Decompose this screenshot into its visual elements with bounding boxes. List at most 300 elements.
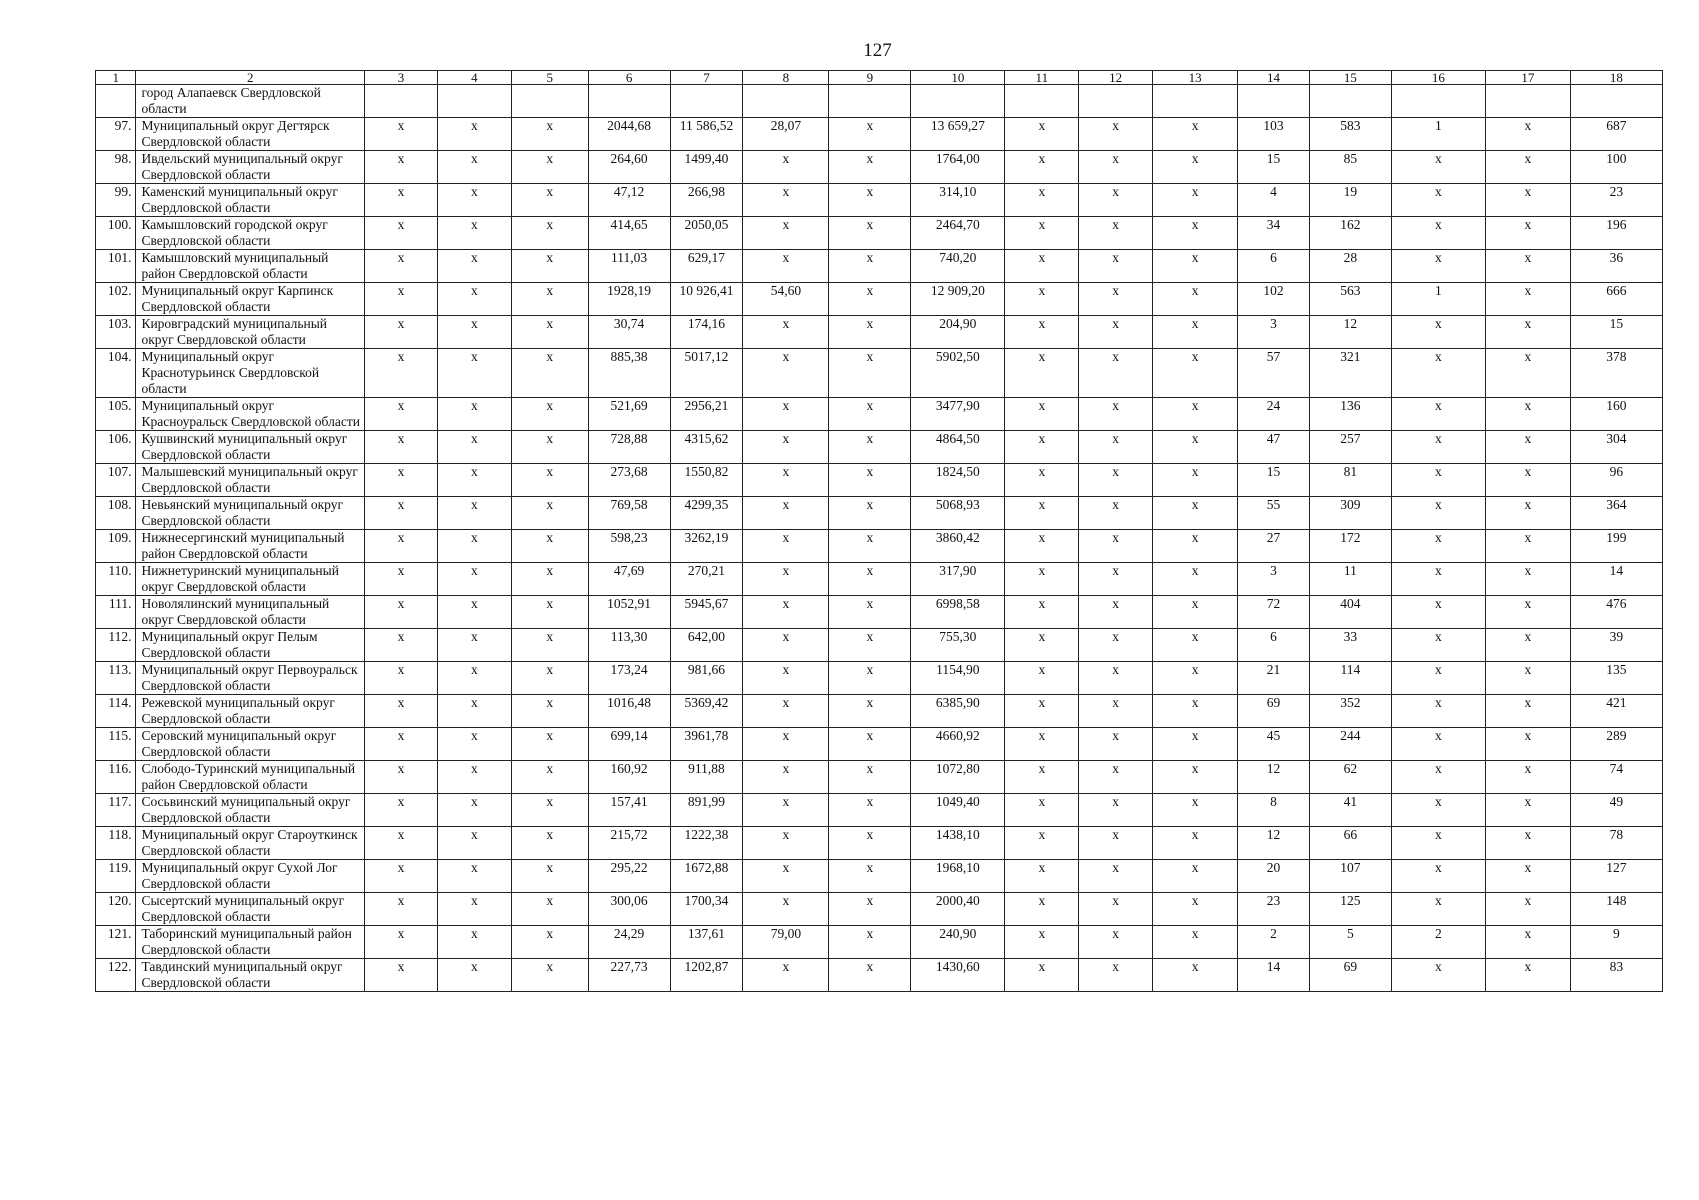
value-cell: х bbox=[1079, 118, 1153, 151]
value-cell: х bbox=[1485, 184, 1570, 217]
row-number-cell: 112. bbox=[96, 629, 136, 662]
value-cell: х bbox=[1079, 959, 1153, 992]
value-cell: х bbox=[511, 596, 588, 629]
table-row bbox=[96, 563, 1663, 596]
value-cell: 740,20 bbox=[911, 250, 1005, 283]
value-cell: х bbox=[437, 431, 511, 464]
value-cell: х bbox=[437, 497, 511, 530]
value-cell: 5945,67 bbox=[670, 596, 743, 629]
value-cell: х bbox=[829, 728, 911, 761]
value-cell: х bbox=[743, 431, 829, 464]
row-number-cell: 119. bbox=[96, 860, 136, 893]
table-row bbox=[96, 794, 1663, 827]
value-cell: х bbox=[1153, 431, 1238, 464]
value-cell: х bbox=[1005, 893, 1079, 926]
column-header: 12 bbox=[1079, 71, 1153, 85]
value-cell: 364 bbox=[1570, 497, 1662, 530]
value-cell: 102 bbox=[1238, 283, 1310, 316]
value-cell: х bbox=[1485, 250, 1570, 283]
value-cell: х bbox=[1485, 563, 1570, 596]
value-cell: х bbox=[829, 530, 911, 563]
value-cell bbox=[670, 85, 743, 118]
value-cell: х bbox=[1485, 662, 1570, 695]
value-cell: х bbox=[1153, 283, 1238, 316]
value-cell: х bbox=[1079, 629, 1153, 662]
column-header: 5 bbox=[511, 71, 588, 85]
value-cell: 273,68 bbox=[588, 464, 670, 497]
value-cell: х bbox=[437, 596, 511, 629]
column-header: 18 bbox=[1570, 71, 1662, 85]
value-cell: х bbox=[1485, 596, 1570, 629]
value-cell: х bbox=[365, 695, 438, 728]
value-cell bbox=[1570, 85, 1662, 118]
municipality-name-cell: Кировградский муниципальный округ Свердловской области bbox=[136, 316, 365, 349]
row-number-cell: 122. bbox=[96, 959, 136, 992]
value-cell bbox=[1005, 85, 1079, 118]
value-cell: х bbox=[1485, 695, 1570, 728]
table-row bbox=[96, 283, 1663, 316]
value-cell: 57 bbox=[1238, 349, 1310, 398]
municipality-name-cell: Ивдельский муниципальный округ Свердловской области bbox=[136, 151, 365, 184]
value-cell: х bbox=[1005, 827, 1079, 860]
value-cell: х bbox=[1079, 860, 1153, 893]
value-cell: 1049,40 bbox=[911, 794, 1005, 827]
table-row bbox=[96, 184, 1663, 217]
value-cell: х bbox=[1079, 250, 1153, 283]
value-cell: х bbox=[1153, 464, 1238, 497]
value-cell: х bbox=[1079, 563, 1153, 596]
value-cell: 1 bbox=[1391, 283, 1485, 316]
value-cell: х bbox=[511, 497, 588, 530]
value-cell: х bbox=[829, 118, 911, 151]
value-cell: х bbox=[1005, 398, 1079, 431]
value-cell: х bbox=[437, 629, 511, 662]
table-row bbox=[96, 250, 1663, 283]
value-cell: 23 bbox=[1238, 893, 1310, 926]
value-cell: х bbox=[1485, 860, 1570, 893]
value-cell: х bbox=[1391, 728, 1485, 761]
row-number-cell: 106. bbox=[96, 431, 136, 464]
value-cell: 583 bbox=[1309, 118, 1391, 151]
table-body bbox=[96, 85, 1663, 992]
value-cell: 62 bbox=[1309, 761, 1391, 794]
value-cell: х bbox=[365, 250, 438, 283]
value-cell: 2050,05 bbox=[670, 217, 743, 250]
value-cell: 157,41 bbox=[588, 794, 670, 827]
value-cell: х bbox=[1005, 431, 1079, 464]
value-cell: 1430,60 bbox=[911, 959, 1005, 992]
municipality-name-cell: Невьянский муниципальный округ Свердловской области bbox=[136, 497, 365, 530]
value-cell: х bbox=[511, 250, 588, 283]
value-cell: 378 bbox=[1570, 349, 1662, 398]
value-cell: 6 bbox=[1238, 629, 1310, 662]
value-cell: х bbox=[743, 563, 829, 596]
value-cell: 111,03 bbox=[588, 250, 670, 283]
value-cell bbox=[1238, 85, 1310, 118]
value-cell: х bbox=[1153, 151, 1238, 184]
municipality-name-cell: Нижнетуринский муниципальный округ Свердловской области bbox=[136, 563, 365, 596]
value-cell: х bbox=[829, 596, 911, 629]
value-cell: 1499,40 bbox=[670, 151, 743, 184]
value-cell: х bbox=[743, 464, 829, 497]
value-cell: х bbox=[829, 926, 911, 959]
value-cell: 41 bbox=[1309, 794, 1391, 827]
value-cell: 174,16 bbox=[670, 316, 743, 349]
value-cell: х bbox=[1391, 893, 1485, 926]
value-cell: х bbox=[1485, 349, 1570, 398]
value-cell: 891,99 bbox=[670, 794, 743, 827]
table-row bbox=[96, 926, 1663, 959]
value-cell: х bbox=[1485, 217, 1570, 250]
value-cell: 321 bbox=[1309, 349, 1391, 398]
row-number-cell: 105. bbox=[96, 398, 136, 431]
value-cell: 414,65 bbox=[588, 217, 670, 250]
value-cell: 317,90 bbox=[911, 563, 1005, 596]
value-cell: х bbox=[437, 926, 511, 959]
column-header: 7 bbox=[670, 71, 743, 85]
value-cell: х bbox=[1153, 530, 1238, 563]
row-number-cell: 109. bbox=[96, 530, 136, 563]
value-cell: 12 909,20 bbox=[911, 283, 1005, 316]
value-cell bbox=[437, 85, 511, 118]
value-cell: х bbox=[743, 217, 829, 250]
value-cell: 5369,42 bbox=[670, 695, 743, 728]
value-cell: 215,72 bbox=[588, 827, 670, 860]
value-cell: 563 bbox=[1309, 283, 1391, 316]
value-cell: х bbox=[1391, 250, 1485, 283]
value-cell: 2956,21 bbox=[670, 398, 743, 431]
value-cell: х bbox=[511, 184, 588, 217]
value-cell: х bbox=[829, 794, 911, 827]
value-cell: х bbox=[743, 695, 829, 728]
value-cell: х bbox=[511, 217, 588, 250]
value-cell: х bbox=[1153, 349, 1238, 398]
value-cell: х bbox=[511, 662, 588, 695]
value-cell: х bbox=[829, 695, 911, 728]
value-cell: х bbox=[1485, 151, 1570, 184]
value-cell: х bbox=[1079, 926, 1153, 959]
value-cell: х bbox=[511, 728, 588, 761]
value-cell: 45 bbox=[1238, 728, 1310, 761]
value-cell: х bbox=[829, 217, 911, 250]
column-header: 8 bbox=[743, 71, 829, 85]
row-number-cell: 114. bbox=[96, 695, 136, 728]
value-cell: х bbox=[743, 860, 829, 893]
value-cell: х bbox=[1391, 464, 1485, 497]
value-cell: х bbox=[1153, 728, 1238, 761]
value-cell: 1672,88 bbox=[670, 860, 743, 893]
value-cell: 5 bbox=[1309, 926, 1391, 959]
value-cell: х bbox=[1391, 349, 1485, 398]
value-cell: 5068,93 bbox=[911, 497, 1005, 530]
value-cell: х bbox=[829, 563, 911, 596]
value-cell: х bbox=[365, 893, 438, 926]
value-cell: 39 bbox=[1570, 629, 1662, 662]
value-cell: х bbox=[829, 827, 911, 860]
value-cell: х bbox=[829, 662, 911, 695]
value-cell: х bbox=[1391, 563, 1485, 596]
value-cell: х bbox=[437, 827, 511, 860]
value-cell: х bbox=[437, 860, 511, 893]
value-cell: х bbox=[1005, 250, 1079, 283]
row-number-cell: 111. bbox=[96, 596, 136, 629]
value-cell: 160,92 bbox=[588, 761, 670, 794]
value-cell: 127 bbox=[1570, 860, 1662, 893]
value-cell: 12 bbox=[1309, 316, 1391, 349]
value-cell: х bbox=[1485, 827, 1570, 860]
value-cell: х bbox=[1079, 217, 1153, 250]
value-cell: х bbox=[1005, 629, 1079, 662]
value-cell: х bbox=[511, 431, 588, 464]
value-cell: х bbox=[1005, 530, 1079, 563]
value-cell: х bbox=[511, 464, 588, 497]
value-cell: 11 bbox=[1309, 563, 1391, 596]
table-row bbox=[96, 349, 1663, 398]
value-cell: х bbox=[365, 629, 438, 662]
row-number-cell: 115. bbox=[96, 728, 136, 761]
value-cell: 8 bbox=[1238, 794, 1310, 827]
value-cell: х bbox=[437, 695, 511, 728]
value-cell: х bbox=[1153, 217, 1238, 250]
value-cell: х bbox=[1391, 794, 1485, 827]
value-cell: 3961,78 bbox=[670, 728, 743, 761]
value-cell: х bbox=[1153, 316, 1238, 349]
value-cell: 666 bbox=[1570, 283, 1662, 316]
value-cell: х bbox=[829, 893, 911, 926]
value-cell: 728,88 bbox=[588, 431, 670, 464]
table-row bbox=[96, 959, 1663, 992]
value-cell: 266,98 bbox=[670, 184, 743, 217]
value-cell: х bbox=[511, 926, 588, 959]
value-cell: х bbox=[511, 695, 588, 728]
value-cell bbox=[588, 85, 670, 118]
value-cell: х bbox=[1005, 464, 1079, 497]
value-cell: 6998,58 bbox=[911, 596, 1005, 629]
value-cell: х bbox=[1079, 398, 1153, 431]
row-number-cell: 107. bbox=[96, 464, 136, 497]
value-cell: х bbox=[1079, 695, 1153, 728]
value-cell: 352 bbox=[1309, 695, 1391, 728]
value-cell: 309 bbox=[1309, 497, 1391, 530]
value-cell: 3860,42 bbox=[911, 530, 1005, 563]
value-cell: х bbox=[1391, 398, 1485, 431]
municipality-name-cell: Нижнесергинский муниципальный район Свердловской области bbox=[136, 530, 365, 563]
value-cell: х bbox=[829, 761, 911, 794]
value-cell: 3 bbox=[1238, 563, 1310, 596]
value-cell: х bbox=[1079, 151, 1153, 184]
value-cell: х bbox=[1153, 497, 1238, 530]
page-number: 127 bbox=[863, 40, 892, 61]
value-cell: 23 bbox=[1570, 184, 1662, 217]
value-cell: 300,06 bbox=[588, 893, 670, 926]
value-cell: х bbox=[365, 860, 438, 893]
value-cell bbox=[1391, 85, 1485, 118]
value-cell: х bbox=[365, 662, 438, 695]
value-cell: х bbox=[511, 283, 588, 316]
value-cell: 30,74 bbox=[588, 316, 670, 349]
municipality-name-cell: Кушвинский муниципальный округ Свердловской области bbox=[136, 431, 365, 464]
value-cell: 36 bbox=[1570, 250, 1662, 283]
value-cell: х bbox=[1391, 860, 1485, 893]
value-cell: х bbox=[829, 497, 911, 530]
value-cell: х bbox=[1153, 563, 1238, 596]
value-cell bbox=[1309, 85, 1391, 118]
row-number-cell: 120. bbox=[96, 893, 136, 926]
value-cell: 404 bbox=[1309, 596, 1391, 629]
value-cell: 521,69 bbox=[588, 398, 670, 431]
value-cell: х bbox=[511, 959, 588, 992]
value-cell: х bbox=[1485, 497, 1570, 530]
municipality-name-cell: Сысертский муниципальный округ Свердловской области bbox=[136, 893, 365, 926]
value-cell: х bbox=[437, 761, 511, 794]
table-row bbox=[96, 695, 1663, 728]
table-row bbox=[96, 860, 1663, 893]
value-cell: х bbox=[437, 398, 511, 431]
value-cell: х bbox=[1391, 151, 1485, 184]
row-number-cell: 104. bbox=[96, 349, 136, 398]
value-cell: х bbox=[511, 151, 588, 184]
value-cell: х bbox=[1391, 184, 1485, 217]
value-cell: 96 bbox=[1570, 464, 1662, 497]
value-cell: х bbox=[437, 349, 511, 398]
value-cell: х bbox=[1153, 695, 1238, 728]
value-cell: х bbox=[1485, 926, 1570, 959]
value-cell: 1764,00 bbox=[911, 151, 1005, 184]
value-cell: 314,10 bbox=[911, 184, 1005, 217]
column-header: 2 bbox=[136, 71, 365, 85]
row-number-cell: 97. bbox=[96, 118, 136, 151]
value-cell: 1016,48 bbox=[588, 695, 670, 728]
value-cell: 1222,38 bbox=[670, 827, 743, 860]
column-header: 9 bbox=[829, 71, 911, 85]
value-cell: 148 bbox=[1570, 893, 1662, 926]
value-cell: х bbox=[365, 217, 438, 250]
value-cell: х bbox=[1485, 893, 1570, 926]
value-cell: х bbox=[365, 349, 438, 398]
value-cell: х bbox=[365, 827, 438, 860]
value-cell: 4315,62 bbox=[670, 431, 743, 464]
value-cell: 69 bbox=[1309, 959, 1391, 992]
value-cell: х bbox=[1079, 283, 1153, 316]
value-cell: 4299,35 bbox=[670, 497, 743, 530]
value-cell: х bbox=[743, 827, 829, 860]
value-cell: х bbox=[1005, 217, 1079, 250]
value-cell: 13 659,27 bbox=[911, 118, 1005, 151]
value-cell: 24 bbox=[1238, 398, 1310, 431]
value-cell: х bbox=[1391, 629, 1485, 662]
value-cell: 12 bbox=[1238, 827, 1310, 860]
value-cell: 4 bbox=[1238, 184, 1310, 217]
municipality-name-cell: Муниципальный округ Пелым Свердловской области bbox=[136, 629, 365, 662]
value-cell: 5017,12 bbox=[670, 349, 743, 398]
value-cell: х bbox=[437, 217, 511, 250]
value-cell: 289 bbox=[1570, 728, 1662, 761]
column-header: 13 bbox=[1153, 71, 1238, 85]
value-cell: х bbox=[829, 431, 911, 464]
value-cell: 699,14 bbox=[588, 728, 670, 761]
value-cell: х bbox=[743, 893, 829, 926]
value-cell: х bbox=[743, 151, 829, 184]
value-cell: 107 bbox=[1309, 860, 1391, 893]
value-cell: 47,12 bbox=[588, 184, 670, 217]
value-cell: 476 bbox=[1570, 596, 1662, 629]
value-cell: х bbox=[365, 497, 438, 530]
value-cell: 1550,82 bbox=[670, 464, 743, 497]
value-cell bbox=[829, 85, 911, 118]
value-cell: х bbox=[1005, 596, 1079, 629]
value-cell: 100 bbox=[1570, 151, 1662, 184]
value-cell: 14 bbox=[1238, 959, 1310, 992]
table-row bbox=[96, 893, 1663, 926]
value-cell: х bbox=[365, 118, 438, 151]
value-cell: х bbox=[437, 563, 511, 596]
value-cell: х bbox=[829, 283, 911, 316]
value-cell: х bbox=[743, 596, 829, 629]
row-number-cell: 116. bbox=[96, 761, 136, 794]
value-cell: 1154,90 bbox=[911, 662, 1005, 695]
column-number-row bbox=[96, 71, 1663, 85]
value-cell: 114 bbox=[1309, 662, 1391, 695]
value-cell: 769,58 bbox=[588, 497, 670, 530]
value-cell: х bbox=[1153, 893, 1238, 926]
value-cell: х bbox=[1079, 316, 1153, 349]
value-cell: х bbox=[1485, 316, 1570, 349]
value-cell: х bbox=[1485, 761, 1570, 794]
value-cell: х bbox=[829, 464, 911, 497]
value-cell: 125 bbox=[1309, 893, 1391, 926]
value-cell: 160 bbox=[1570, 398, 1662, 431]
value-cell: 421 bbox=[1570, 695, 1662, 728]
table-row bbox=[96, 431, 1663, 464]
value-cell: х bbox=[365, 431, 438, 464]
value-cell: 4660,92 bbox=[911, 728, 1005, 761]
value-cell: х bbox=[1153, 596, 1238, 629]
value-cell: х bbox=[1079, 893, 1153, 926]
value-cell: 172 bbox=[1309, 530, 1391, 563]
value-cell: х bbox=[1485, 530, 1570, 563]
row-number-cell: 108. bbox=[96, 497, 136, 530]
value-cell: х bbox=[437, 959, 511, 992]
value-cell: х bbox=[1005, 959, 1079, 992]
value-cell: 33 bbox=[1309, 629, 1391, 662]
value-cell: 34 bbox=[1238, 217, 1310, 250]
value-cell: 264,60 bbox=[588, 151, 670, 184]
value-cell: 47,69 bbox=[588, 563, 670, 596]
value-cell: х bbox=[1391, 596, 1485, 629]
value-cell: х bbox=[511, 530, 588, 563]
value-cell: х bbox=[1005, 794, 1079, 827]
value-cell: 9 bbox=[1570, 926, 1662, 959]
row-number-cell: 110. bbox=[96, 563, 136, 596]
value-cell: х bbox=[511, 118, 588, 151]
value-cell: 28,07 bbox=[743, 118, 829, 151]
value-cell: х bbox=[1391, 217, 1485, 250]
value-cell: 11 586,52 bbox=[670, 118, 743, 151]
row-number-cell: 101. bbox=[96, 250, 136, 283]
value-cell: 3262,19 bbox=[670, 530, 743, 563]
table-row bbox=[96, 85, 1663, 118]
value-cell: 1700,34 bbox=[670, 893, 743, 926]
value-cell: 3 bbox=[1238, 316, 1310, 349]
municipality-name-cell: Сосьвинский муниципальный округ Свердловской области bbox=[136, 794, 365, 827]
value-cell: 5902,50 bbox=[911, 349, 1005, 398]
value-cell: х bbox=[1391, 497, 1485, 530]
column-header: 6 bbox=[588, 71, 670, 85]
value-cell: 10 926,41 bbox=[670, 283, 743, 316]
value-cell: 20 bbox=[1238, 860, 1310, 893]
municipality-name-cell: Таборинский муниципальный район Свердловской области bbox=[136, 926, 365, 959]
value-cell: 687 bbox=[1570, 118, 1662, 151]
